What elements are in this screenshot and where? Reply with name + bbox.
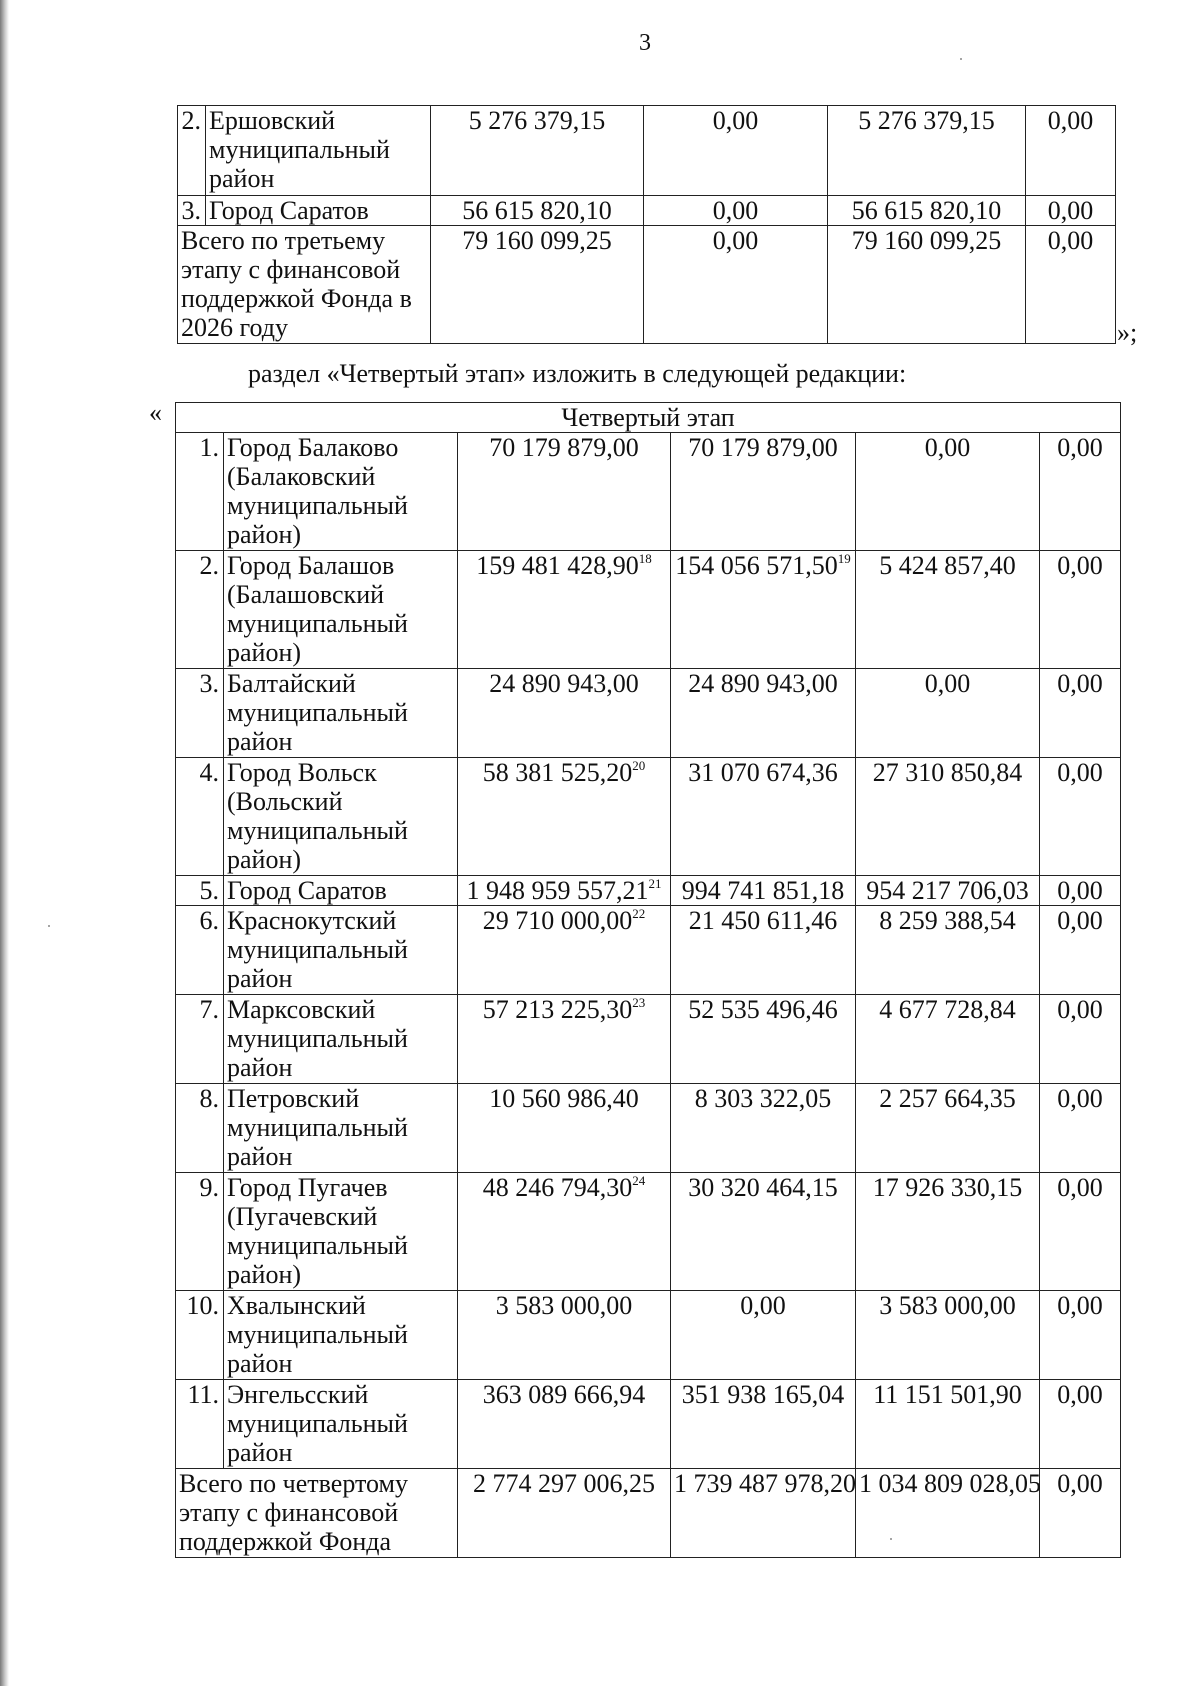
amount-cell [458, 906, 671, 995]
amount-cell [458, 995, 671, 1084]
amount-cell: 0,00 [1040, 551, 1121, 669]
amount-cell [671, 876, 856, 906]
amount-cell: 0,00 [1040, 1380, 1121, 1469]
amount-value: 154 056 571,50 [675, 551, 838, 580]
amount-value: 8 303 322,05 [694, 1084, 832, 1113]
total-label: Всего по четвертому этапу с финансовой поддержкой Фонда [176, 1469, 458, 1558]
total-row [178, 226, 1116, 344]
amount-value: 351 938 165,04 [681, 1380, 845, 1409]
amount-cell: 954 217 706,03 [856, 876, 1040, 906]
amount-value: 10 560 986,40 [489, 1084, 639, 1113]
amount-cell [671, 1291, 856, 1380]
footnote-mark: 24 [632, 1173, 646, 1188]
amount-cell [458, 433, 671, 551]
amount-cell: 11 151 501,90 [856, 1380, 1040, 1469]
amount-cell: 0,00 [856, 669, 1040, 758]
amount-value: 57 213 225,30 [482, 995, 633, 1024]
municipality-name: Ершовский муниципальный район [206, 106, 431, 196]
total-amount-cell: 1 739 487 978,20 [671, 1469, 856, 1558]
row-number: 11. [176, 1380, 224, 1469]
table-row [176, 758, 1121, 876]
amount-cell [671, 1173, 856, 1291]
amount-value: 3 583 000,00 [495, 1291, 633, 1320]
amount-cell [671, 551, 856, 669]
table-row [176, 1291, 1121, 1380]
table-row [176, 906, 1121, 995]
scan-speck [960, 58, 962, 60]
amount-cell [671, 1084, 856, 1173]
table-row [176, 669, 1121, 758]
table-row [176, 1380, 1121, 1469]
row-number: 5. [176, 876, 224, 906]
amount-cell: 3 583 000,00 [856, 1291, 1040, 1380]
amount-cell: 0,00 [1026, 106, 1116, 196]
municipality-name: Город Балаково (Балаковский муниципальный район) [224, 433, 458, 551]
amount-cell [671, 995, 856, 1084]
table-row [178, 196, 1116, 226]
total-amount-cell: 0,00 [1026, 226, 1116, 344]
row-number: 2. [176, 551, 224, 669]
row-number: 1. [176, 433, 224, 551]
amount-value: 52 535 496,46 [688, 995, 838, 1024]
amount-cell [458, 551, 671, 669]
municipality-name: Петровский муниципальный район [224, 1084, 458, 1173]
table-row [176, 876, 1121, 906]
amount-cell: 0,00 [1040, 876, 1121, 906]
footnote-mark: 22 [632, 906, 646, 921]
total-label: Всего по третьему этапу с финансовой поддержкой Фонда в 2026 году [178, 226, 431, 344]
table-row [176, 995, 1121, 1084]
fourth-stage-table [175, 402, 1121, 1558]
amount-value: 24 890 943,00 [688, 669, 838, 698]
table-row [176, 1084, 1121, 1173]
amount-cell: 0,00 [856, 433, 1040, 551]
amount-value: 48 246 794,30 [482, 1173, 633, 1202]
amount-cell: 4 677 728,84 [856, 995, 1040, 1084]
amount-cell: 0,00 [1040, 1084, 1121, 1173]
amount-cell: 0,00 [644, 196, 828, 226]
total-amount-cell: 1 034 809 028,05 [856, 1469, 1040, 1558]
row-number: 3. [176, 669, 224, 758]
table-row [176, 551, 1121, 669]
scan-edge [0, 0, 9, 1686]
row-number: 7. [176, 995, 224, 1084]
total-row [176, 1469, 1121, 1558]
amount-cell: 5 424 857,40 [856, 551, 1040, 669]
amount-value: 21 450 611,46 [688, 906, 838, 935]
row-number: 2. [178, 106, 206, 196]
amount-cell: 0,00 [1040, 669, 1121, 758]
amount-cell: 27 310 850,84 [856, 758, 1040, 876]
third-stage-table [177, 105, 1116, 344]
scan-speck [890, 1538, 892, 1540]
municipality-name: Город Балашов (Балашовский муниципальный район) [224, 551, 458, 669]
table-row [178, 106, 1116, 196]
row-number: 6. [176, 906, 224, 995]
section-heading: раздел «Четвертый этап» изложить в следующей редакции: [248, 359, 907, 388]
amount-cell: 0,00 [1040, 1291, 1121, 1380]
closing-quote: »; [1117, 318, 1138, 347]
amount-cell: 5 276 379,15 [431, 106, 644, 196]
amount-cell [458, 1380, 671, 1469]
footnote-mark: 23 [632, 995, 646, 1010]
row-number: 8. [176, 1084, 224, 1173]
municipality-name: Город Пугачев (Пугачевский муниципальный район) [224, 1173, 458, 1291]
amount-cell [458, 1291, 671, 1380]
row-number: 4. [176, 758, 224, 876]
total-amount-cell: 0,00 [644, 226, 828, 344]
amount-value: 1 948 959 557,21 [466, 876, 649, 905]
amount-cell: 56 615 820,10 [431, 196, 644, 226]
page-number: 3 [639, 30, 651, 56]
amount-cell: 5 276 379,15 [828, 106, 1026, 196]
municipality-name: Марксовский муниципальный район [224, 995, 458, 1084]
amount-value: 159 481 428,90 [476, 551, 639, 580]
caption-row [176, 403, 1121, 433]
amount-cell: 0,00 [1040, 1173, 1121, 1291]
table-row [176, 1173, 1121, 1291]
amount-cell [458, 1084, 671, 1173]
amount-cell [458, 876, 671, 906]
table-caption: Четвертый этап [176, 403, 1121, 433]
footnote-mark: 20 [632, 758, 646, 773]
amount-cell [671, 906, 856, 995]
amount-cell [458, 669, 671, 758]
total-amount-cell: 79 160 099,25 [828, 226, 1026, 344]
amount-value: 31 070 674,36 [688, 758, 838, 787]
amount-value: 0,00 [740, 1291, 786, 1320]
amount-cell [671, 758, 856, 876]
scan-speck [48, 925, 50, 927]
amount-cell: 2 257 664,35 [856, 1084, 1040, 1173]
municipality-name: Город Саратов [224, 876, 458, 906]
amount-cell [671, 433, 856, 551]
amount-value: 30 320 464,15 [688, 1173, 838, 1202]
municipality-name: Балтайский муниципальный район [224, 669, 458, 758]
amount-value: 58 381 525,20 [482, 758, 633, 787]
municipality-name: Город Саратов [206, 196, 431, 226]
footnote-mark: 21 [648, 876, 662, 891]
amount-value: 70 179 879,00 [489, 433, 639, 462]
row-number: 3. [178, 196, 206, 226]
amount-cell: 56 615 820,10 [828, 196, 1026, 226]
municipality-name: Краснокутский муниципальный район [224, 906, 458, 995]
footnote-mark: 19 [837, 551, 851, 566]
total-amount-cell: 2 774 297 006,25 [458, 1469, 671, 1558]
amount-cell: 17 926 330,15 [856, 1173, 1040, 1291]
amount-value: 994 741 851,18 [681, 876, 845, 905]
amount-value: 24 890 943,00 [489, 669, 639, 698]
municipality-name: Энгельсский муниципальный район [224, 1380, 458, 1469]
amount-cell [458, 1173, 671, 1291]
row-number: 10. [176, 1291, 224, 1380]
amount-cell: 0,00 [644, 106, 828, 196]
municipality-name: Хвалынский муниципальный район [224, 1291, 458, 1380]
amount-cell: 0,00 [1040, 906, 1121, 995]
row-number: 9. [176, 1173, 224, 1291]
amount-value: 29 710 000,00 [482, 906, 633, 935]
amount-cell: 0,00 [1040, 433, 1121, 551]
total-amount-cell: 79 160 099,25 [431, 226, 644, 344]
amount-value: 363 089 666,94 [482, 1380, 646, 1409]
opening-quote: « [149, 398, 162, 427]
total-amount-cell: 0,00 [1040, 1469, 1121, 1558]
amount-cell: 0,00 [1040, 758, 1121, 876]
amount-cell [458, 758, 671, 876]
amount-value: 70 179 879,00 [688, 433, 838, 462]
footnote-mark: 18 [638, 551, 652, 566]
amount-cell: 8 259 388,54 [856, 906, 1040, 995]
municipality-name: Город Вольск (Вольский муниципальный район) [224, 758, 458, 876]
amount-cell: 0,00 [1026, 196, 1116, 226]
table-row [176, 433, 1121, 551]
amount-cell [671, 1380, 856, 1469]
amount-cell: 0,00 [1040, 995, 1121, 1084]
amount-cell [671, 669, 856, 758]
